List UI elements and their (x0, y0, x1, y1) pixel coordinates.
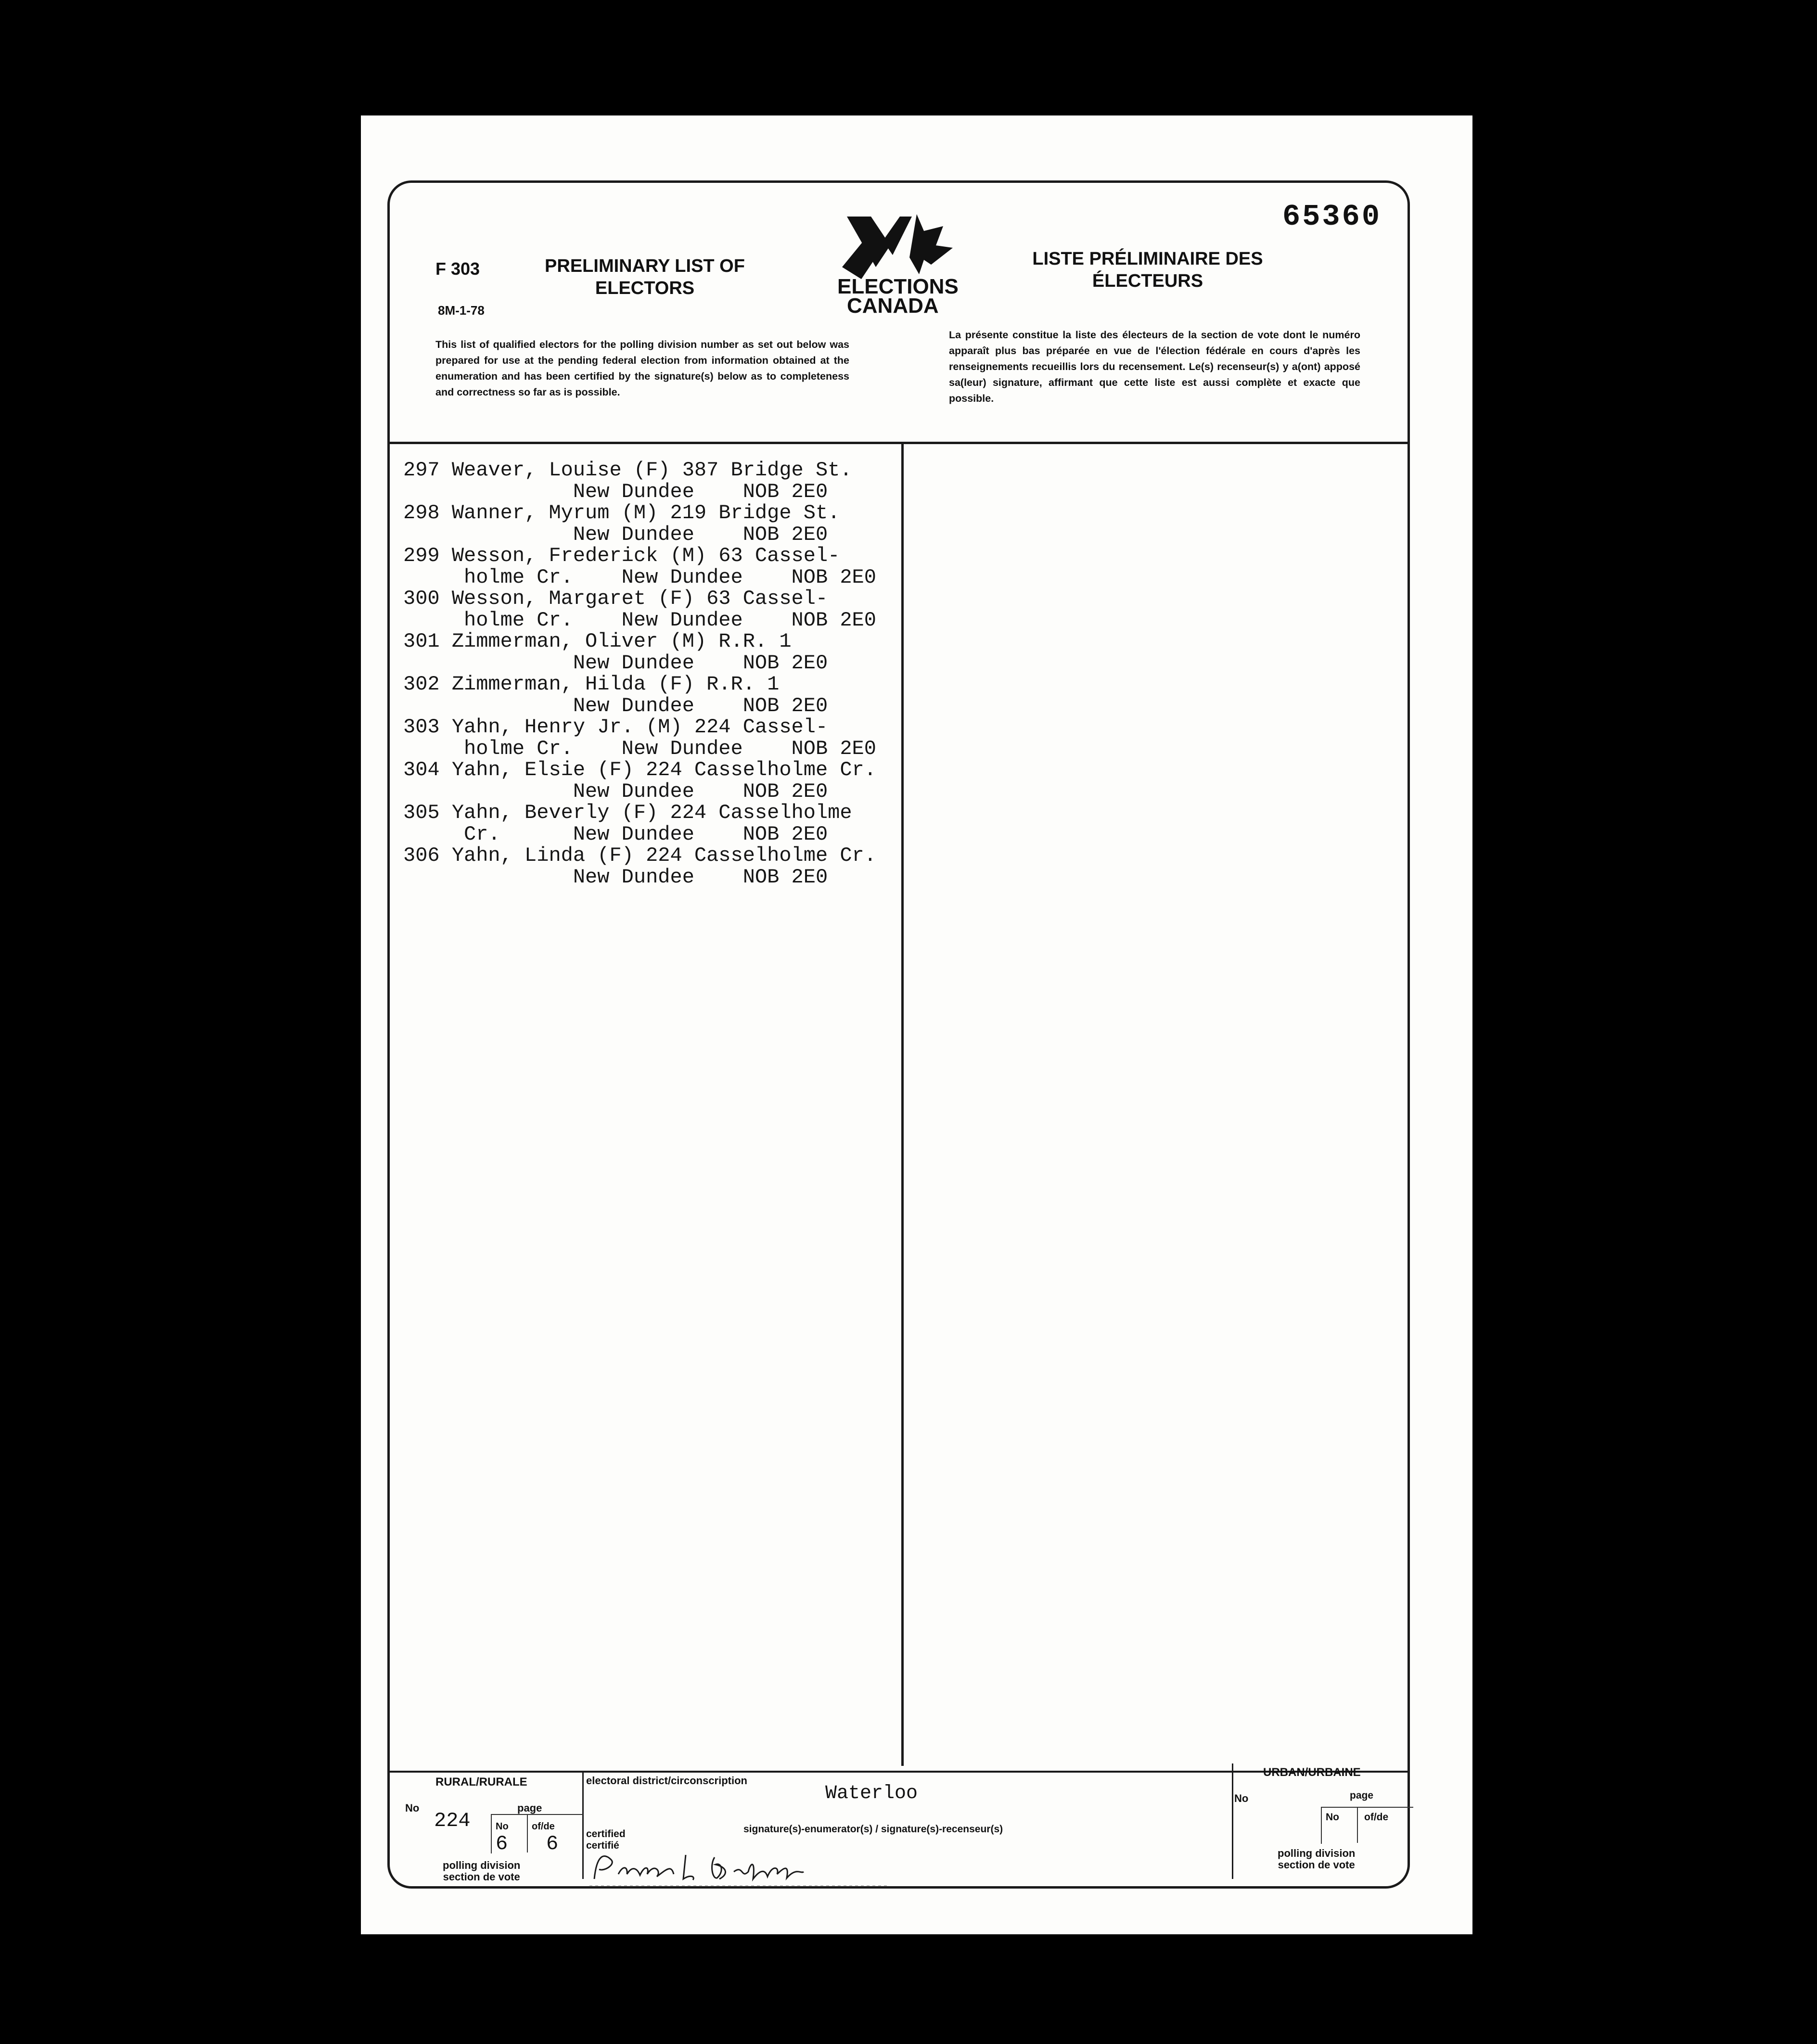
urban-page-no-label: No (1326, 1812, 1339, 1823)
entry-line-2: New Dundee NOB 2E0 (403, 865, 828, 889)
urban-page-of-label: of/de (1364, 1812, 1389, 1823)
rural-label: RURAL/RURALE (435, 1776, 527, 1788)
entry-line-2: New Dundee NOB 2E0 (403, 694, 828, 717)
list-item (403, 716, 899, 759)
entry-line-1: 297 Weaver, Louise (F) 387 Bridge St. (403, 459, 852, 482)
page-no-label: No (496, 1821, 509, 1832)
electoral-district-label: electoral district/circonscription (586, 1775, 747, 1787)
list-item (403, 545, 899, 588)
entry-line-2: New Dundee NOB 2E0 (403, 480, 828, 503)
urban-no-label: No (1234, 1792, 1249, 1804)
electoral-district-value: Waterloo (825, 1783, 918, 1804)
logo-text-canada: CANADA (847, 294, 939, 318)
urban-page-label: page (1350, 1790, 1374, 1801)
form-date: 8M-1-78 (438, 303, 485, 318)
urban-page-box-divider (1357, 1807, 1358, 1843)
entry-line-2: New Dundee NOB 2E0 (403, 523, 828, 546)
list-item (403, 588, 899, 631)
intro-french: La présente constitue la liste des électeurs de la section de vote dont le numéro apparaît plus bas préparée en vue de l'élection fédérale en cours d'après les renseignements recueillis lors du recensement. Le(s) recenseur(s) y a(ont) apposé sa(leur) signature, affirmant que cette liste est aussi complète et exacte que possible. (949, 329, 1360, 404)
entry-line-2: Cr. New Dundee NOB 2E0 (403, 822, 828, 846)
column-divider (901, 443, 904, 1766)
entry-line-1: 300 Wesson, Margaret (F) 63 Cassel- (403, 587, 828, 610)
urban-polling-division-label: polling division section de vote (1278, 1847, 1356, 1871)
title-english: PRELIMINARY LIST OF ELECTORS (545, 256, 745, 298)
entry-line-2: holme Cr. New Dundee NOB 2E0 (403, 737, 876, 760)
entry-line-2: New Dundee NOB 2E0 (403, 779, 828, 803)
entry-line-1: 299 Wesson, Frederick (M) 63 Cassel- (403, 544, 840, 567)
entry-line-1: 303 Yahn, Henry Jr. (M) 224 Cassel- (403, 715, 828, 739)
entry-line-1: 302 Zimmerman, Hilda (F) R.R. 1 (403, 673, 780, 696)
page-of-label: of/de (532, 1821, 555, 1832)
page-label: page (517, 1802, 542, 1814)
entry-line-1: 304 Yahn, Elsie (F) 224 Casselholme Cr. (403, 758, 876, 781)
list-item (403, 460, 899, 502)
form-border (387, 180, 1410, 1889)
list-item (403, 674, 899, 716)
polling-number-value: 224 (434, 1809, 471, 1832)
list-item (403, 759, 899, 802)
header-divider (389, 442, 1408, 444)
enumerator-signature (589, 1845, 888, 1889)
elector-list (403, 460, 899, 888)
page-of-value: 6 (546, 1832, 559, 1855)
list-item (403, 802, 899, 845)
certified-label: certified certifié (586, 1828, 626, 1851)
page-number-value: 6 (496, 1832, 508, 1855)
urban-label: URBAN/URBAINE (1263, 1766, 1361, 1779)
entry-line-1: 305 Yahn, Beverly (F) 224 Casselholme (403, 801, 852, 824)
entry-line-2: New Dundee NOB 2E0 (403, 651, 828, 675)
title-french: LISTE PRÉLIMINAIRE DES ÉLECTEURS (1032, 249, 1263, 291)
entry-line-1: 306 Yahn, Linda (F) 224 Casselholme Cr. (403, 844, 876, 867)
list-item (403, 631, 899, 674)
intro-english: This list of qualified electors for the polling division number as set out below was prepared for use at the pending federal election from information obtained at the enumeration and has been certified by the signature(s) below as to completeness and correctness so far as is possible. (435, 339, 849, 398)
serial-number: 65360 (1282, 200, 1382, 234)
polling-division-label: polling division section de vote (443, 1859, 521, 1883)
form-number: F 303 (435, 259, 480, 279)
entry-line-2: holme Cr. New Dundee NOB 2E0 (403, 608, 876, 632)
logo-text-elections: ELECTIONS (837, 275, 959, 298)
entry-line-1: 301 Zimmerman, Oliver (M) R.R. 1 (403, 630, 792, 653)
elections-canada-logo (828, 212, 972, 318)
entry-line-1: 298 Wanner, Myrum (M) 219 Bridge St. (403, 501, 840, 524)
page-box-divider (527, 1814, 528, 1852)
signature-label: signature(s)-enumerator(s) / signature(s)-recenseur(s) (743, 1824, 1003, 1835)
polling-number-label: No (405, 1802, 420, 1814)
entry-line-2: holme Cr. New Dundee NOB 2E0 (403, 565, 876, 589)
list-item (403, 502, 899, 545)
list-item (403, 845, 899, 888)
